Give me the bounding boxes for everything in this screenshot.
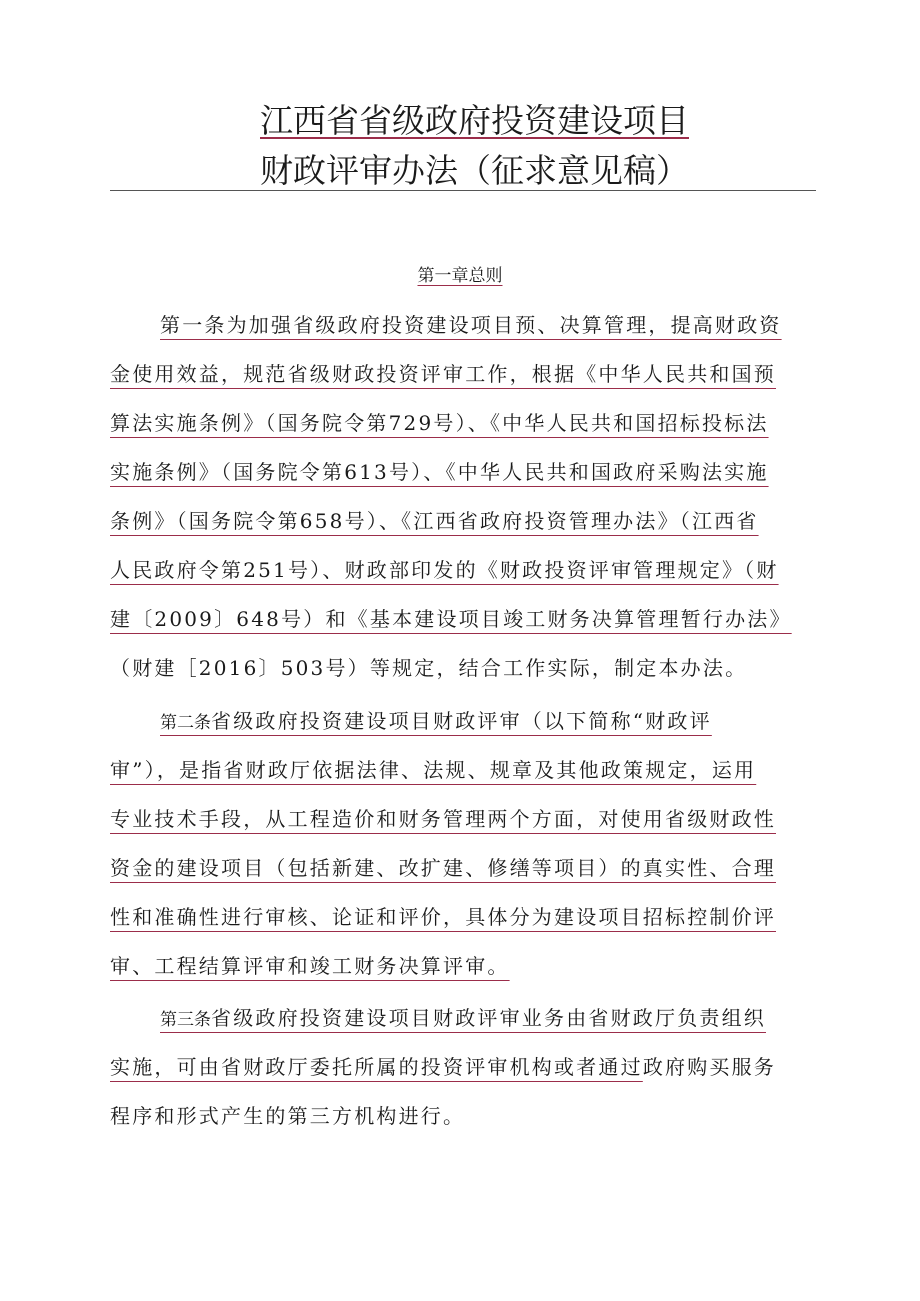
article-3-line: 实施，可由省财政厅委托所属的投资评审机构或者通过政府购买服务 — [110, 1055, 777, 1079]
document-title — [110, 96, 816, 192]
article-1-line: 算法实施条例》（国务院令第729号）、《中华人民共和国招标投标法 — [110, 411, 769, 435]
title-divider — [110, 190, 816, 191]
article-1-line: 实施条例》（国务院令第613号）、《中华人民共和国政府采购法实施 — [110, 460, 769, 484]
article-2-line: 资金的建设项目（包括新建、改扩建、修缮等项目）的真实性、合理 — [110, 856, 776, 880]
article-2-line: 性和准确性进行审核、论证和评价，具体分为建设项目招标控制价评 — [110, 905, 776, 929]
article-3-line: 第三条省级政府投资建设项目财政评审业务由省财政厅负责组织 — [160, 1006, 766, 1030]
article-1-line: 人民政府令第251号）、财政部印发的《财政投资评审管理规定》（财 — [110, 558, 779, 582]
chapter-heading-text: 第一章总则 — [417, 266, 503, 286]
article-2-label: 第二条 — [160, 713, 211, 733]
article-1-line: （财建［2016〕503号）等规定，结合工作实际，制定本办法。 — [110, 656, 748, 680]
article-2 — [110, 697, 816, 991]
title-line-2: 财政评审办法（征求意见稿） — [260, 151, 689, 190]
article-3 — [110, 994, 816, 1141]
article-1-line: 条例》（国务院令第658号）、《江西省政府投资管理办法》（江西省 — [110, 509, 759, 533]
article-1-line: 建〔2009〕648号）和《基本建设项目竣工财务决算管理暂行办法》 — [110, 607, 792, 631]
article-2-line: 第二条省级政府投资建设项目财政评审（以下简称“财政评 — [160, 709, 712, 733]
article-1-line: 第一条为加强省级政府投资建设项目预、决算管理，提高财政资 — [160, 313, 782, 337]
article-2-line: 审、工程结算评审和竣工财务决算评审。 — [110, 954, 510, 978]
article-2-line: 审”），是指省财政厅依据法律、法规、规章及其他政策规定，运用 — [110, 758, 757, 782]
article-1-line: 金使用效益，规范省级财政投资评审工作，根据《中华人民共和国预 — [110, 362, 776, 386]
title-line-1: 江西省省级政府投资建设项目 — [260, 101, 689, 140]
chapter-heading — [0, 262, 920, 290]
article-2-line: 专业技术手段，从工程造价和财务管理两个方面，对使用省级财政性 — [110, 807, 776, 831]
article-3-line: 程序和形式产生的第三方机构进行。 — [110, 1104, 466, 1128]
article-3-label: 第三条 — [160, 1010, 211, 1030]
article-1 — [110, 301, 816, 693]
